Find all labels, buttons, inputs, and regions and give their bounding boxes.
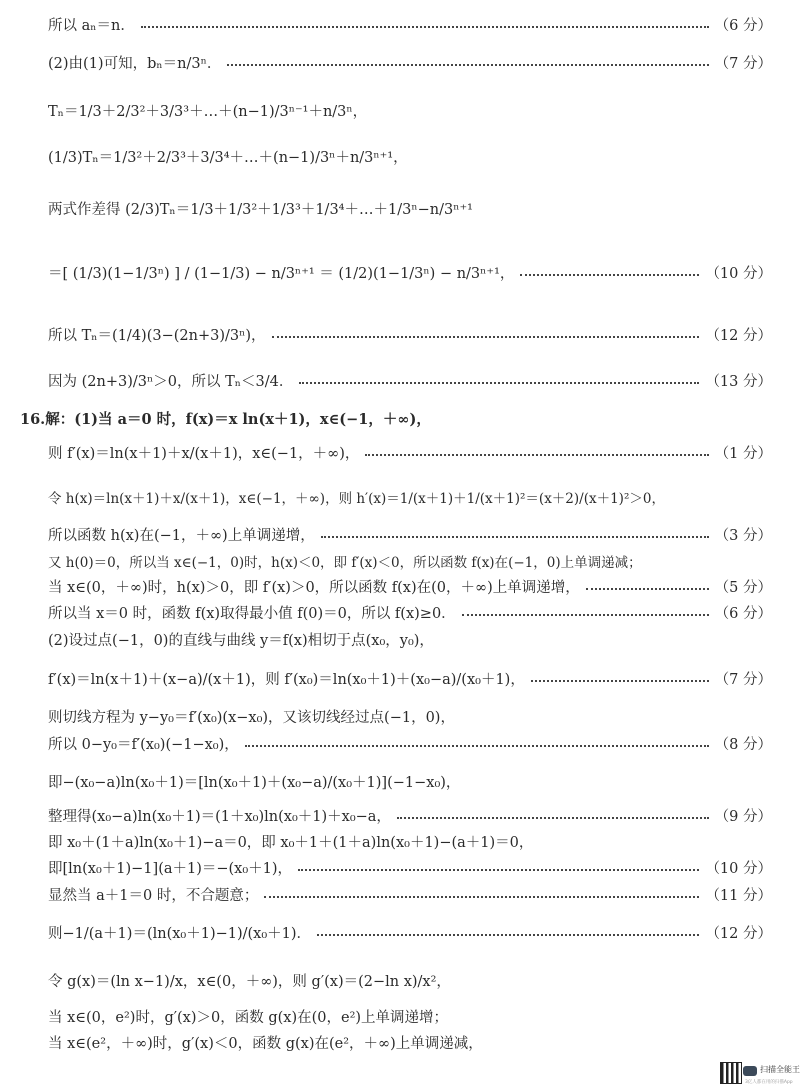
solution-line: 所以函数 h(x)在(−1，＋∞)上单调递增， （3 分） (48, 528, 772, 544)
solution-line: 即−(x₀−a)ln(x₀＋1)＝[ln(x₀＋1)＋(x₀−a)/(x₀＋1)](−1−x₀)， (48, 775, 461, 791)
solution-line: 当 x∈(e²，＋∞)时，g′(x)＜0，函数 g(x)在(e²，＋∞)上单调递减， (48, 1036, 483, 1052)
solution-line: (2)设过点(−1，0)的直线与曲线 y＝f(x)相切于点(x₀，y₀)， (48, 633, 434, 649)
solution-line: 整理得(x₀−a)ln(x₀＋1)＝(1＋x₀)ln(x₀＋1)＋x₀−a， （9 分） (48, 809, 772, 825)
solution-line: 显然当 a＋1＝0 时，不合题意； （11 分） (48, 888, 772, 904)
solution-line: 即[ln(x₀＋1)−1](a＋1)＝−(x₀＋1)， （10 分） (48, 861, 772, 877)
solution-line: f′(x)＝ln(x＋1)＋(x−a)/(x＋1)，则 f′(x₀)＝ln(x₀＋1)＋(x₀−a)/(x₀＋1)， （7 分） (48, 672, 772, 688)
solution-line: 又 h(0)＝0，所以当 x∈(−1，0)时，h(x)＜0，即 f′(x)＜0，所以函数 f(x)在(−1，0)上单调递减； (48, 555, 642, 571)
solution-line: 所以 0−y₀＝f′(x₀)(−1−x₀)， （8 分） (48, 737, 772, 753)
question-16-heading: 16.解：(1)当 a＝0 时，f(x)＝x ln(x＋1)，x∈(−1，＋∞)， (20, 411, 431, 428)
solution-line: 所以 Tₙ＝(1/4)(3−(2n+3)/3ⁿ)， （12 分） (48, 328, 772, 344)
scanner-logo-icon (743, 1066, 757, 1076)
solution-line: 则切线方程为 y−y₀＝f′(x₀)(x−x₀)，又该切线经过点(−1，0)， (48, 710, 455, 726)
solution-line: 即 x₀＋(1＋a)ln(x₀＋1)−a＝0，即 x₀＋1＋(1＋a)ln(x₀＋1)−(a＋1)＝0， (48, 835, 534, 851)
qr-code-icon (720, 1062, 742, 1084)
solution-line: (2)由(1)可知，bₙ＝n/3ⁿ． （7 分） (48, 56, 772, 72)
solution-line: 则 f′(x)＝ln(x＋1)＋x/(x＋1)，x∈(−1，＋∞)， （1 分） (48, 446, 772, 462)
solution-line: 所以 aₙ＝n． （6 分） (48, 18, 772, 34)
solution-line: 令 h(x)＝ln(x＋1)＋x/(x＋1)，x∈(−1，＋∞)，则 h′(x)＝1/(x＋1)＋1/(x＋1)²＝(x＋2)/(x＋1)²＞0， (48, 491, 665, 507)
solution-line: 当 x∈(0，＋∞)时，h(x)＞0，即 f′(x)＞0，所以函数 f(x)在(0，＋∞)上单调递增， （5 分） (48, 580, 772, 596)
solution-line: ＝[ (1/3)(1−1/3ⁿ) ] / (1−1/3) − n/3ⁿ⁺¹ ＝ (1/2)(1−1/3ⁿ) − n/3ⁿ⁺¹， （10 分） (48, 266, 772, 282)
solution-line: 因为 (2n+3)/3ⁿ＞0，所以 Tₙ＜3/4． （13 分） (48, 374, 772, 390)
solution-line: 当 x∈(0，e²)时，g′(x)＞0，函数 g(x)在(0，e²)上单调递增； (48, 1010, 449, 1026)
brand-name: 扫描全能王 (760, 1065, 800, 1074)
solution-line: (1/3)Tₙ＝1/3²＋2/3³＋3/3⁴＋…＋(n−1)/3ⁿ＋n/3ⁿ⁺¹， (48, 150, 408, 166)
solution-line: Tₙ＝1/3＋2/3²＋3/3³＋…＋(n−1)/3ⁿ⁻¹＋n/3ⁿ， (48, 104, 368, 120)
solution-line: 两式作差得 (2/3)Tₙ＝1/3＋1/3²＋1/3³＋1/3⁴＋…＋1/3ⁿ−n/3ⁿ⁺¹ (48, 202, 473, 218)
solution-line: 则−1/(a＋1)＝(ln(x₀＋1)−1)/(x₀＋1)． （12 分） (48, 926, 772, 942)
solution-line: 令 g(x)＝(ln x−1)/x，x∈(0，＋∞)，则 g′(x)＝(2−ln x)/x²， (48, 974, 451, 990)
brand-tagline: 3亿人都在用的扫描App (745, 1080, 793, 1085)
solution-line: 所以当 x＝0 时，函数 f(x)取得最小值 f(0)＝0，所以 f(x)≥0． （6 分） (48, 606, 772, 622)
